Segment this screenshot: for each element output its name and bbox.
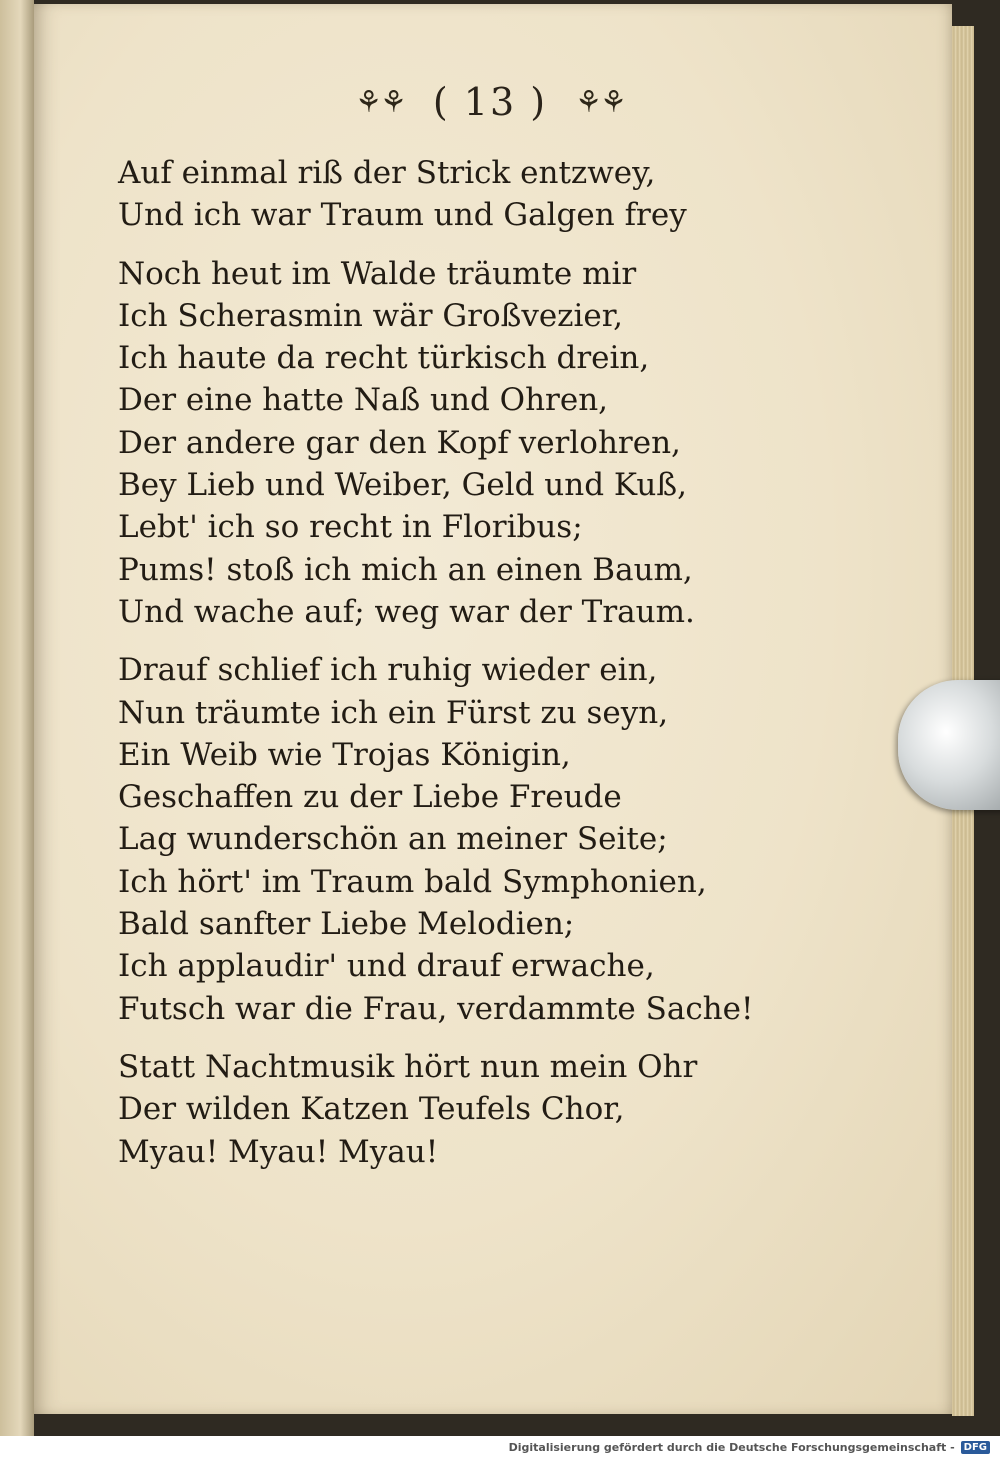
poem-line: Lebt' ich so recht in Floribus;	[118, 509, 583, 546]
left-page-edge	[0, 0, 34, 1436]
footer-bar	[0, 1436, 1000, 1458]
page-header	[320, 72, 660, 132]
poem-line: Nun träumte ich ein Fürst zu seyn,	[118, 694, 669, 731]
poem-line: Myau! Myau! Myau!	[118, 1133, 439, 1170]
stanza	[118, 152, 818, 237]
poem-line: Pums! stoß ich mich an einen Baum,	[118, 551, 693, 588]
ornament-right-icon: ⚘⚘	[575, 84, 625, 120]
poem-text	[118, 152, 818, 1189]
bleed-through-text	[820, 320, 940, 1360]
page-number: ( 13 )	[432, 80, 548, 124]
poem-line: Der wilden Katzen Teufels Chor,	[118, 1091, 625, 1128]
poem-line: Ich haute da recht türkisch drein,	[118, 340, 650, 377]
poem-line: Bey Lieb und Weiber, Geld und Kuß,	[118, 467, 687, 504]
poem-line: Noch heut im Walde träumte mir	[118, 255, 637, 292]
poem-line: Und wache auf; weg war der Traum.	[118, 593, 695, 630]
dfg-logo: DFG	[961, 1441, 990, 1454]
funding-note: Digitalisierung gefördert durch die Deutsche Forschungsgemeinschaft -	[508, 1440, 955, 1454]
poem-line: Ich Scherasmin wär Großvezier,	[118, 297, 624, 334]
page-clip	[898, 680, 1000, 810]
ornament-left-icon: ⚘⚘	[355, 84, 405, 120]
poem-line: Lag wunderschön an meiner Seite;	[118, 821, 668, 858]
stanza	[118, 253, 818, 634]
poem-line: Statt Nachtmusik hört nun mein Ohr	[118, 1048, 698, 1085]
poem-line: Geschaffen zu der Liebe Freude	[118, 779, 622, 816]
poem-line: Ich applaudir' und drauf erwache,	[118, 948, 655, 985]
poem-line: Drauf schlief ich ruhig wieder ein,	[118, 652, 658, 689]
poem-line: Ich hört' im Traum bald Symphonien,	[118, 863, 707, 900]
poem-line: Bald sanfter Liebe Melodien;	[118, 906, 575, 943]
stanza	[118, 649, 818, 1030]
poem-line: Auf einmal riß der Strick entzwey,	[118, 155, 656, 191]
poem-line: Der eine hatte Naß und Ohren,	[118, 382, 609, 419]
poem-line: Und ich war Traum und Galgen frey	[118, 197, 687, 234]
stanza	[118, 1046, 818, 1173]
poem-line: Futsch war die Frau, verdammte Sache!	[118, 990, 754, 1027]
poem-line: Ein Weib wie Trojas Königin,	[118, 736, 571, 773]
poem-line: Der andere gar den Kopf verlohren,	[118, 424, 681, 461]
